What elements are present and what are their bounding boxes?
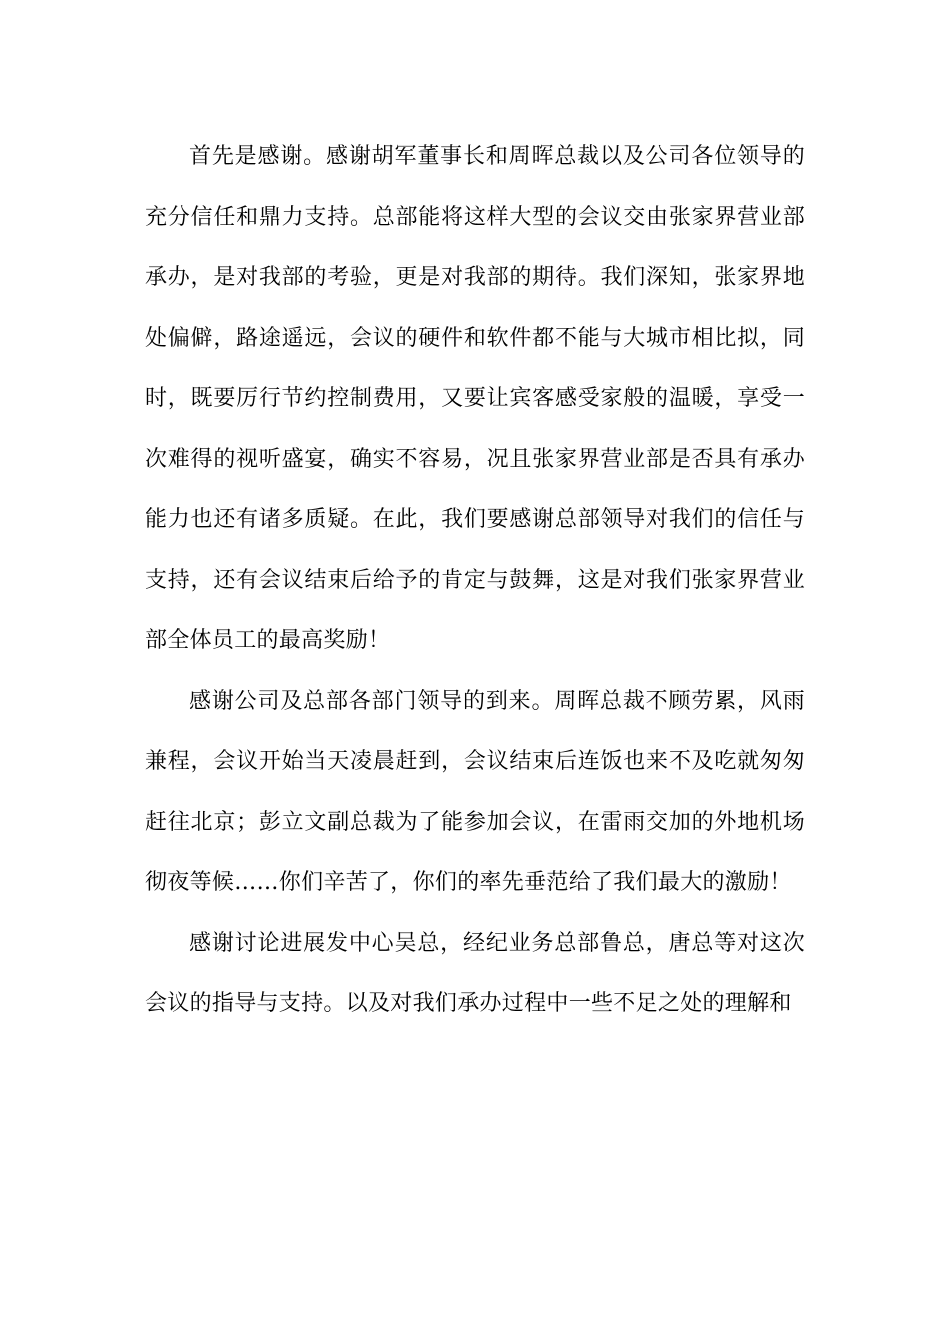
paragraph-thanks-attendance: 感谢公司及总部各部门领导的到来。周晖总裁不顾劳累，风雨兼程，会议开始当天凌晨赶到，会议结束后连饭也来不及吃就匆匆赶往北京；彭立文副总裁为了能参加会议，在雷雨交加的外地机场彻夜等候……你们辛苦了，你们的率先垂范给了我们最大的激励！ <box>145 688 805 895</box>
paragraph-thanks-leadership: 首先是感谢。感谢胡军董事长和周晖总裁以及公司各位领导的充分信任和鼎力支持。总部能将这样大型的会议交由张家界营业部承办，是对我部的考验，更是对我部的期待。我们深知，张家界地处偏僻，路途遥远，会议的硬件和软件都不能与大城市相比拟，同时，既要厉行节约控制费用，又要让宾客感受家般的温暖，享受一次难得的视听盛宴，确实不容易，况且张家界营业部是否具有承办能力也还有诸多质疑。在此，我们要感谢总部领导对我们的信任与支持，还有会议结束后给予的肯定与鼓舞，这是对我们张家界营业部全体员工的最高奖励！ <box>145 144 805 653</box>
paragraph-thanks-guidance: 感谢讨论进展发中心吴总，经纪业务总部鲁总，唐总等对这次会议的指导与支持。以及对我们承办过程中一些不足之处的理解和 <box>145 930 805 1016</box>
